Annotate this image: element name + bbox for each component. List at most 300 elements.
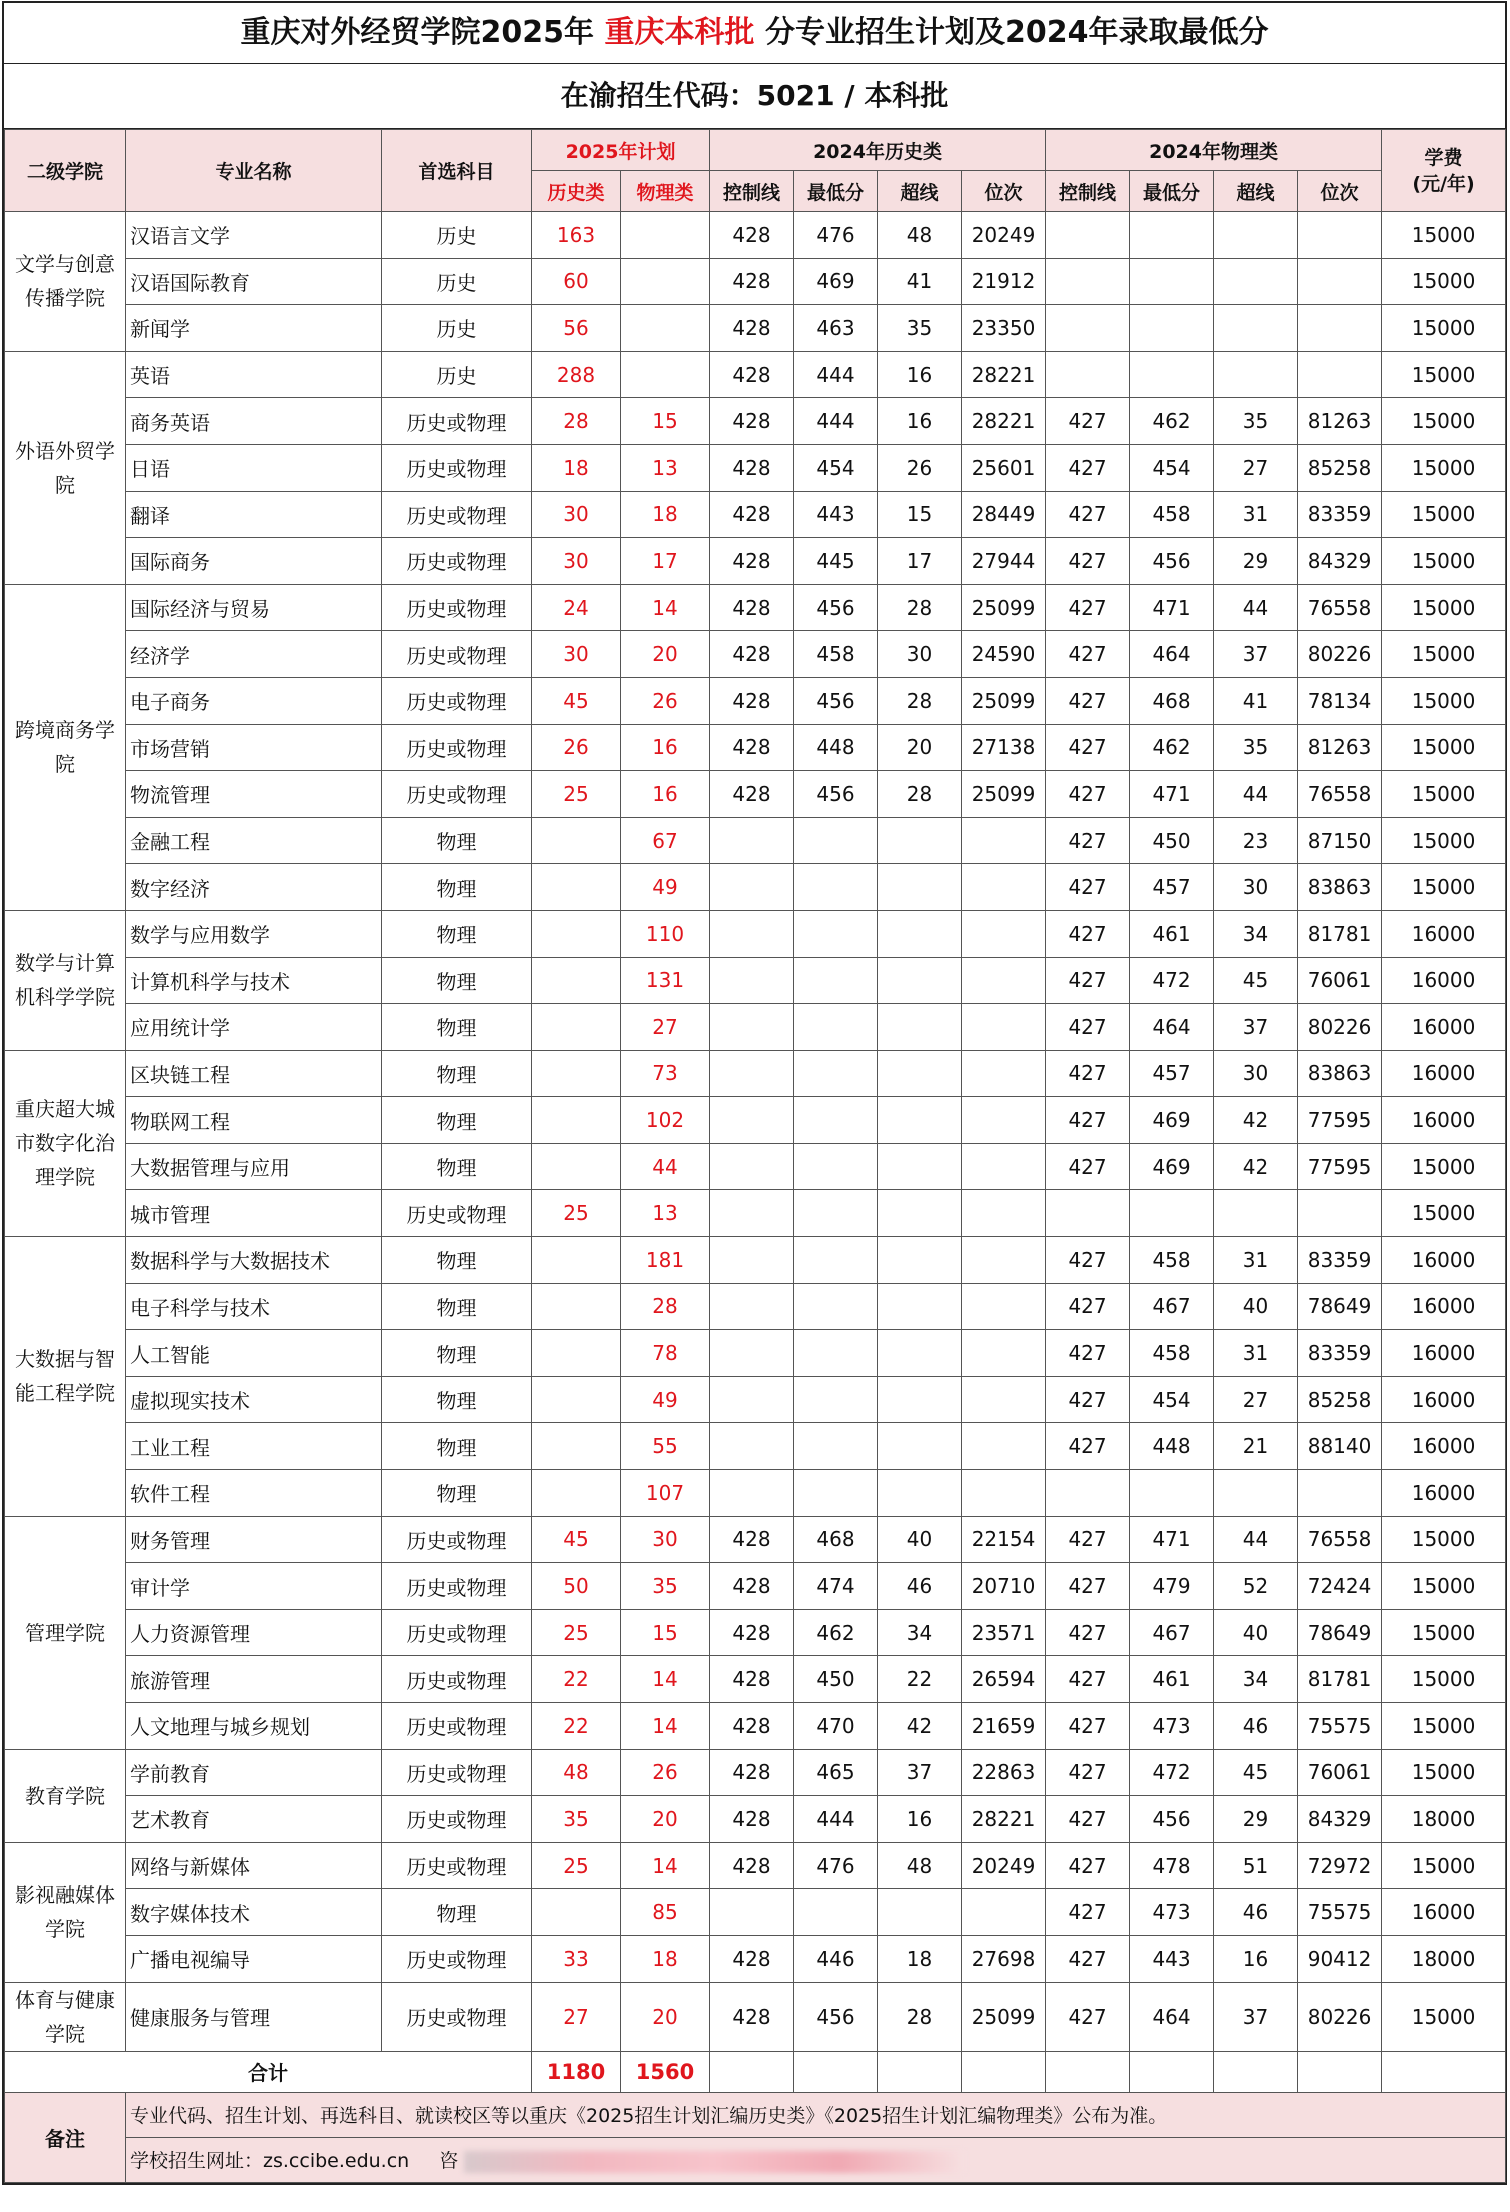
history-over-cell: 41 [878,258,962,305]
tuition-fee-cell: 15000 [1382,677,1506,724]
table-row [5,910,1506,957]
header-p-rank: 位次 [1298,171,1382,212]
history-over-cell: 16 [878,1796,962,1843]
physics-control-cell: 427 [1046,631,1130,678]
physics-control-cell: 427 [1046,1050,1130,1097]
physics-over-cell [1214,1190,1298,1237]
major-name-cell: 日语 [126,444,382,491]
physics-control-cell: 427 [1046,1842,1130,1889]
physics-over-cell: 35 [1214,724,1298,771]
history-min-cell [794,957,878,1004]
physics-rank-cell: 83359 [1298,1237,1382,1284]
physics-over-cell: 37 [1214,1004,1298,1051]
physics-min-cell: 454 [1130,444,1214,491]
plan-physics-cell: 20 [621,1982,710,2051]
history-rank-cell [962,817,1046,864]
history-rank-cell [962,1237,1046,1284]
physics-rank-cell: 72424 [1298,1563,1382,1610]
physics-control-cell: 427 [1046,1376,1130,1423]
major-name-cell: 汉语言文学 [126,212,382,259]
history-control-cell [710,1889,794,1936]
major-name-cell: 城市管理 [126,1190,382,1237]
history-over-cell: 37 [878,1749,962,1796]
history-over-cell: 18 [878,1935,962,1982]
physics-control-cell: 427 [1046,1749,1130,1796]
history-rank-cell: 28221 [962,398,1046,445]
history-over-cell [878,1283,962,1330]
history-rank-cell [962,864,1046,911]
physics-rank-cell: 80226 [1298,1004,1382,1051]
tuition-fee-cell: 15000 [1382,724,1506,771]
major-name-cell: 广播电视编导 [126,1935,382,1982]
history-min-cell [794,864,878,911]
physics-min-cell: 461 [1130,1656,1214,1703]
plan-history-cell [532,1376,621,1423]
total-row [5,2051,1506,2092]
plan-history-cell [532,864,621,911]
plan-physics-cell: 14 [621,584,710,631]
subject-cell: 历史或物理 [382,1703,532,1750]
physics-rank-cell: 76558 [1298,584,1382,631]
major-name-cell: 电子科学与技术 [126,1283,382,1330]
plan-history-cell [532,1237,621,1284]
subject-cell: 历史 [382,212,532,259]
major-name-cell: 国际经济与贸易 [126,584,382,631]
physics-control-cell: 427 [1046,1516,1130,1563]
history-rank-cell: 20249 [962,1842,1046,1889]
history-control-cell: 428 [710,1609,794,1656]
physics-over-cell: 44 [1214,584,1298,631]
header-college: 二级学院 [5,130,126,212]
history-control-cell: 428 [710,771,794,818]
physics-over-cell: 34 [1214,1656,1298,1703]
history-over-cell [878,1004,962,1051]
history-min-cell: 456 [794,584,878,631]
history-min-cell: 469 [794,258,878,305]
tuition-fee-cell: 16000 [1382,957,1506,1004]
plan-history-cell [532,1330,621,1377]
plan-physics-cell: 131 [621,957,710,1004]
subject-cell: 物理 [382,1143,532,1190]
physics-control-cell: 427 [1046,491,1130,538]
subject-cell: 历史 [382,305,532,352]
history-rank-cell [962,1470,1046,1517]
plan-history-cell [532,910,621,957]
physics-over-cell [1214,212,1298,259]
subject-cell: 物理 [382,957,532,1004]
physics-rank-cell [1298,258,1382,305]
table-row [5,1143,1506,1190]
history-rank-cell: 27138 [962,724,1046,771]
tuition-fee-cell: 16000 [1382,910,1506,957]
history-min-cell: 456 [794,771,878,818]
major-name-cell: 人工智能 [126,1330,382,1377]
history-control-cell [710,1376,794,1423]
history-rank-cell [962,1143,1046,1190]
physics-over-cell: 31 [1214,1330,1298,1377]
history-min-cell [794,1097,878,1144]
history-min-cell: 454 [794,444,878,491]
plan-physics-cell: 20 [621,631,710,678]
physics-min-cell: 462 [1130,398,1214,445]
physics-rank-cell: 78134 [1298,677,1382,724]
redacted-contact [464,2151,964,2173]
history-over-cell: 28 [878,584,962,631]
plan-history-cell: 26 [532,724,621,771]
plan-history-cell [532,1470,621,1517]
history-over-cell: 28 [878,677,962,724]
history-control-cell [710,1004,794,1051]
table-row [5,864,1506,911]
total-empty [710,2051,794,2092]
history-rank-cell: 23350 [962,305,1046,352]
physics-control-cell: 427 [1046,1982,1130,2051]
plan-physics-cell: 13 [621,444,710,491]
history-min-cell [794,817,878,864]
physics-rank-cell: 77595 [1298,1143,1382,1190]
table-row [5,677,1506,724]
physics-control-cell: 427 [1046,1237,1130,1284]
history-rank-cell [962,957,1046,1004]
history-control-cell: 428 [710,1656,794,1703]
physics-rank-cell [1298,305,1382,352]
history-rank-cell: 25099 [962,584,1046,631]
plan-history-cell: 18 [532,444,621,491]
physics-over-cell: 35 [1214,398,1298,445]
plan-history-cell: 22 [532,1656,621,1703]
history-control-cell: 428 [710,305,794,352]
physics-rank-cell: 88140 [1298,1423,1382,1470]
major-name-cell: 电子商务 [126,677,382,724]
physics-control-cell: 427 [1046,1935,1130,1982]
history-control-cell: 428 [710,1982,794,2051]
tuition-fee-cell: 15000 [1382,258,1506,305]
plan-history-cell: 22 [532,1703,621,1750]
history-rank-cell [962,1097,1046,1144]
table-row [5,1656,1506,1703]
table-row [5,1237,1506,1284]
website-link[interactable]: zs.ccibe.edu.cn [263,2150,410,2173]
history-rank-cell [962,1889,1046,1936]
physics-rank-cell: 81781 [1298,910,1382,957]
header-history2024: 2024年历史类 [710,130,1046,171]
physics-min-cell [1130,1190,1214,1237]
physics-rank-cell: 76558 [1298,1516,1382,1563]
physics-rank-cell: 90412 [1298,1935,1382,1982]
physics-over-cell: 42 [1214,1097,1298,1144]
history-control-cell: 428 [710,1703,794,1750]
subject-cell: 物理 [382,1283,532,1330]
physics-min-cell: 478 [1130,1842,1214,1889]
history-min-cell: 446 [794,1935,878,1982]
tuition-fee-cell: 16000 [1382,1283,1506,1330]
plan-physics-cell: 28 [621,1283,710,1330]
history-min-cell: 470 [794,1703,878,1750]
table-row [5,212,1506,259]
physics-min-cell: 458 [1130,1237,1214,1284]
history-over-cell: 42 [878,1703,962,1750]
tuition-fee-cell: 16000 [1382,1097,1506,1144]
physics-rank-cell: 83863 [1298,1050,1382,1097]
subject-cell: 历史或物理 [382,724,532,771]
plan-physics-cell: 20 [621,1796,710,1843]
tuition-fee-cell: 15000 [1382,631,1506,678]
major-name-cell: 经济学 [126,631,382,678]
table-row [5,1283,1506,1330]
physics-min-cell: 473 [1130,1889,1214,1936]
plan-physics-cell: 49 [621,864,710,911]
header-h-over: 超线 [878,171,962,212]
major-name-cell: 大数据管理与应用 [126,1143,382,1190]
physics-over-cell [1214,305,1298,352]
header-physics2024: 2024年物理类 [1046,130,1382,171]
tuition-fee-cell: 16000 [1382,1004,1506,1051]
physics-over-cell: 16 [1214,1935,1298,1982]
history-over-cell: 34 [878,1609,962,1656]
page-subtitle: 在渝招生代码：5021 / 本科批 [4,64,1505,129]
subject-cell: 历史或物理 [382,491,532,538]
physics-rank-cell: 84329 [1298,538,1382,585]
history-control-cell: 428 [710,584,794,631]
subject-cell: 历史或物理 [382,1516,532,1563]
physics-rank-cell: 81781 [1298,1656,1382,1703]
tuition-fee-cell: 16000 [1382,1376,1506,1423]
table-row [5,1330,1506,1377]
total-empty [878,2051,962,2092]
plan-history-cell: 35 [532,1796,621,1843]
history-control-cell [710,817,794,864]
plan-history-cell: 45 [532,1516,621,1563]
history-control-cell [710,1190,794,1237]
header-plan-history: 历史类 [532,171,621,212]
table-row [5,491,1506,538]
subject-cell: 历史或物理 [382,584,532,631]
major-name-cell: 艺术教育 [126,1796,382,1843]
history-min-cell [794,1050,878,1097]
tuition-fee-cell: 15000 [1382,1703,1506,1750]
history-rank-cell: 27698 [962,1935,1046,1982]
subject-cell: 历史或物理 [382,1749,532,1796]
physics-min-cell: 461 [1130,910,1214,957]
physics-control-cell: 427 [1046,1330,1130,1377]
physics-control-cell: 427 [1046,584,1130,631]
plan-history-cell: 45 [532,677,621,724]
physics-over-cell: 23 [1214,817,1298,864]
physics-control-cell [1046,1470,1130,1517]
major-name-cell: 软件工程 [126,1470,382,1517]
major-name-cell: 商务英语 [126,398,382,445]
plan-history-cell [532,957,621,1004]
plan-history-cell: 30 [532,538,621,585]
table-row [5,1050,1506,1097]
subject-cell: 物理 [382,1423,532,1470]
physics-rank-cell: 81263 [1298,398,1382,445]
total-empty [1046,2051,1130,2092]
subject-cell: 物理 [382,1004,532,1051]
plan-history-cell: 163 [532,212,621,259]
table-row [5,1749,1506,1796]
total-empty [794,2051,878,2092]
history-min-cell [794,1283,878,1330]
history-control-cell: 428 [710,1516,794,1563]
history-min-cell: 456 [794,677,878,724]
history-control-cell [710,1050,794,1097]
major-name-cell: 网络与新媒体 [126,1842,382,1889]
plan-physics-cell: 107 [621,1470,710,1517]
plan-physics-cell: 14 [621,1842,710,1889]
subject-cell: 历史或物理 [382,1190,532,1237]
history-over-cell: 40 [878,1516,962,1563]
history-min-cell: 444 [794,351,878,398]
history-control-cell: 428 [710,1796,794,1843]
physics-over-cell [1214,351,1298,398]
plan-physics-cell: 78 [621,1330,710,1377]
major-name-cell: 汉语国际教育 [126,258,382,305]
tuition-fee-cell: 18000 [1382,1935,1506,1982]
plan-physics-cell: 16 [621,771,710,818]
physics-control-cell: 427 [1046,1609,1130,1656]
physics-min-cell: 468 [1130,677,1214,724]
physics-over-cell: 29 [1214,1796,1298,1843]
physics-control-cell: 427 [1046,1004,1130,1051]
table-row [5,1563,1506,1610]
note-row-1 [5,2092,1506,2137]
history-rank-cell: 23571 [962,1609,1046,1656]
tuition-fee-cell: 15000 [1382,538,1506,585]
table-row [5,1470,1506,1517]
plan-physics-cell: 85 [621,1889,710,1936]
physics-min-cell: 471 [1130,1516,1214,1563]
physics-rank-cell: 77595 [1298,1097,1382,1144]
tuition-fee-cell: 15000 [1382,584,1506,631]
physics-control-cell [1046,258,1130,305]
college-cell: 数学与计算机科学学院 [5,910,126,1050]
table-row [5,1982,1506,2051]
plan-history-cell: 50 [532,1563,621,1610]
college-cell: 管理学院 [5,1516,126,1749]
major-name-cell: 虚拟现实技术 [126,1376,382,1423]
tuition-fee-cell: 16000 [1382,1423,1506,1470]
admission-table [4,129,1506,2183]
history-over-cell: 22 [878,1656,962,1703]
major-name-cell: 物联网工程 [126,1097,382,1144]
history-min-cell [794,1237,878,1284]
physics-over-cell: 34 [1214,910,1298,957]
college-cell: 影视融媒体学院 [5,1842,126,1982]
history-min-cell [794,1004,878,1051]
tuition-fee-cell: 15000 [1382,1563,1506,1610]
physics-control-cell: 427 [1046,724,1130,771]
plan-history-cell: 25 [532,1842,621,1889]
history-rank-cell [962,910,1046,957]
physics-rank-cell [1298,1470,1382,1517]
history-control-cell [710,1283,794,1330]
major-name-cell: 学前教育 [126,1749,382,1796]
history-control-cell: 428 [710,491,794,538]
physics-min-cell [1130,351,1214,398]
tuition-fee-cell: 16000 [1382,1050,1506,1097]
total-empty [1130,2051,1214,2092]
table-row [5,817,1506,864]
tuition-fee-cell: 15000 [1382,864,1506,911]
history-min-cell [794,1470,878,1517]
table-row [5,1097,1506,1144]
physics-control-cell: 427 [1046,957,1130,1004]
history-control-cell [710,1237,794,1284]
physics-min-cell: 471 [1130,584,1214,631]
history-rank-cell: 25601 [962,444,1046,491]
table-row [5,584,1506,631]
physics-min-cell: 443 [1130,1935,1214,1982]
history-control-cell: 428 [710,724,794,771]
physics-over-cell: 29 [1214,538,1298,585]
physics-control-cell: 427 [1046,1703,1130,1750]
history-rank-cell [962,1050,1046,1097]
header-plan2025: 2025年计划 [532,130,710,171]
header-p-over: 超线 [1214,171,1298,212]
table-row [5,771,1506,818]
table-row [5,1516,1506,1563]
subject-cell: 历史或物理 [382,1563,532,1610]
physics-control-cell: 427 [1046,1423,1130,1470]
subject-cell: 历史或物理 [382,677,532,724]
table-row [5,1889,1506,1936]
physics-control-cell: 427 [1046,771,1130,818]
history-over-cell: 28 [878,1982,962,2051]
physics-min-cell: 456 [1130,538,1214,585]
major-name-cell: 数学与应用数学 [126,910,382,957]
physics-control-cell [1046,212,1130,259]
table-row [5,1796,1506,1843]
history-rank-cell: 22154 [962,1516,1046,1563]
physics-over-cell: 40 [1214,1283,1298,1330]
physics-min-cell: 467 [1130,1283,1214,1330]
plan-history-cell: 25 [532,1190,621,1237]
subject-cell: 物理 [382,1330,532,1377]
plan-history-cell: 33 [532,1935,621,1982]
history-over-cell [878,1423,962,1470]
history-min-cell: 463 [794,305,878,352]
history-min-cell: 456 [794,1982,878,2051]
history-rank-cell [962,1190,1046,1237]
history-over-cell [878,1050,962,1097]
history-control-cell: 428 [710,538,794,585]
tuition-fee-cell: 15000 [1382,1190,1506,1237]
history-min-cell: 462 [794,1609,878,1656]
plan-physics-cell: 30 [621,1516,710,1563]
plan-physics-cell: 35 [621,1563,710,1610]
physics-rank-cell: 83359 [1298,1330,1382,1377]
tuition-fee-cell: 15000 [1382,491,1506,538]
history-over-cell: 17 [878,538,962,585]
plan-history-cell [532,1283,621,1330]
header-p-min: 最低分 [1130,171,1214,212]
page-title [4,3,1505,64]
physics-min-cell: 457 [1130,1050,1214,1097]
subject-cell: 历史或物理 [382,1982,532,2051]
plan-history-cell [532,1143,621,1190]
header-fee-line1: 学费 [1424,146,1463,169]
physics-rank-cell: 75575 [1298,1889,1382,1936]
header-fee-line2: (元/年) [1412,172,1475,195]
physics-min-cell: 448 [1130,1423,1214,1470]
history-min-cell [794,1143,878,1190]
history-over-cell [878,864,962,911]
table-row [5,1703,1506,1750]
plan-physics-cell [621,351,710,398]
tuition-fee-cell: 15000 [1382,771,1506,818]
history-min-cell [794,1889,878,1936]
